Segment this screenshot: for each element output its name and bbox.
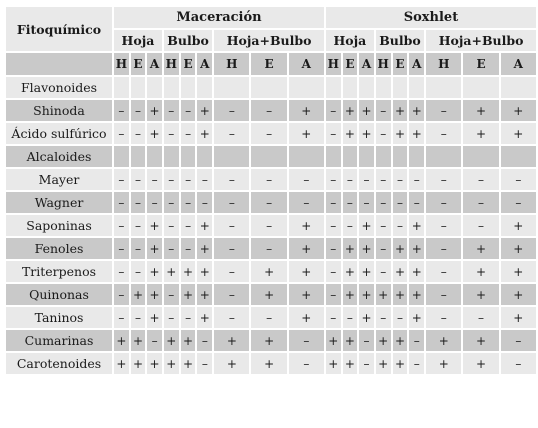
result-cell: + [163,352,180,375]
result-cell: + [342,237,359,260]
result-cell: + [500,260,537,283]
solvent-header: A [408,52,425,76]
result-cell [146,76,163,99]
result-cell [130,145,147,168]
result-cell: – [163,306,180,329]
table-row [5,99,537,122]
result-cell: – [325,306,342,329]
plant-part-header: Bulbo [163,29,213,52]
result-cell [375,145,392,168]
result-cell [196,145,213,168]
result-cell: + [392,237,409,260]
result-cell [180,145,197,168]
solvent-header: A [288,52,325,76]
result-cell: + [250,329,287,352]
result-cell: + [288,99,325,122]
result-cell: + [342,260,359,283]
plant-part-header: Hoja [113,29,163,52]
result-cell: + [250,352,287,375]
result-cell: + [462,237,499,260]
result-cell: – [425,99,462,122]
result-cell [392,76,409,99]
result-cell: – [213,260,250,283]
result-cell: – [196,352,213,375]
result-cell: – [342,214,359,237]
result-cell: – [325,122,342,145]
result-cell [196,76,213,99]
result-cell: – [130,122,147,145]
result-cell: + [500,283,537,306]
plant-part-header: Bulbo [375,29,425,52]
result-cell: – [250,99,287,122]
result-cell: – [358,191,375,214]
result-cell: – [146,168,163,191]
result-cell: + [462,283,499,306]
result-cell [375,76,392,99]
result-cell: + [196,99,213,122]
result-cell: – [213,237,250,260]
result-cell [462,145,499,168]
table-row [5,352,537,375]
result-cell: + [500,122,537,145]
result-cell: – [130,168,147,191]
result-cell: – [358,168,375,191]
result-cell [500,76,537,99]
phytochemical-name: Wagner [5,191,113,214]
result-cell: – [213,283,250,306]
result-cell: + [196,283,213,306]
result-cell: – [213,306,250,329]
result-cell: – [425,122,462,145]
phytochemical-name: Saponinas [5,214,113,237]
result-cell: – [342,168,359,191]
fitoquimico-header: Fitoquímico [5,6,113,52]
result-cell: + [196,122,213,145]
result-cell: – [425,283,462,306]
result-cell [288,145,325,168]
result-cell: + [325,329,342,352]
result-cell: – [462,306,499,329]
result-cell [342,76,359,99]
result-cell: + [342,283,359,306]
result-cell [180,76,197,99]
result-cell: – [375,260,392,283]
result-cell: + [163,329,180,352]
solvent-header: E [392,52,409,76]
result-cell: + [358,283,375,306]
result-cell: – [325,168,342,191]
solvent-header: E [130,52,147,76]
result-cell: – [250,214,287,237]
result-cell: + [500,99,537,122]
phytochemical-name: Flavonoides [5,76,113,99]
plant-part-header: Hoja+Bulbo [213,29,325,52]
result-cell: – [408,329,425,352]
result-cell: – [425,306,462,329]
result-cell: + [358,99,375,122]
result-cell: + [113,352,130,375]
result-cell: – [113,260,130,283]
result-cell: – [500,329,537,352]
result-cell: – [130,260,147,283]
result-cell: – [375,191,392,214]
result-cell: + [342,122,359,145]
result-cell: – [113,99,130,122]
result-cell: + [180,352,197,375]
solvent-header-spacer [5,52,113,76]
result-cell [500,145,537,168]
result-cell: – [113,283,130,306]
result-cell: – [130,306,147,329]
result-cell [358,76,375,99]
result-cell: + [425,329,462,352]
result-cell: – [325,214,342,237]
result-cell: + [130,329,147,352]
result-cell: – [250,122,287,145]
result-cell: – [288,168,325,191]
result-cell: – [196,191,213,214]
result-cell: + [392,329,409,352]
result-cell: – [180,99,197,122]
result-cell: + [146,99,163,122]
result-cell: + [408,283,425,306]
result-cell [425,145,462,168]
result-cell: + [408,306,425,329]
result-cell: + [500,214,537,237]
solvent-header: E [180,52,197,76]
solvent-header: A [196,52,213,76]
result-cell: + [196,237,213,260]
result-cell: + [250,283,287,306]
phytochemical-table [4,5,538,376]
result-cell: – [163,191,180,214]
result-cell: – [163,99,180,122]
result-cell: + [462,99,499,122]
result-cell: + [196,260,213,283]
result-cell: + [325,352,342,375]
result-cell: – [163,168,180,191]
result-cell: – [163,237,180,260]
result-cell: + [342,352,359,375]
phytochemical-name: Fenoles [5,237,113,260]
result-cell: – [425,191,462,214]
solvent-header: H [113,52,130,76]
result-cell: + [146,122,163,145]
result-cell: + [130,283,147,306]
phytochemical-name: Quinonas [5,283,113,306]
result-cell: – [146,329,163,352]
result-cell: + [392,352,409,375]
phytochemical-name: Carotenoides [5,352,113,375]
result-cell: + [375,352,392,375]
table-row [5,122,537,145]
result-cell: + [375,329,392,352]
result-cell: – [375,214,392,237]
result-cell: + [146,352,163,375]
result-cell: – [180,122,197,145]
phytochemical-name: Alcaloides [5,145,113,168]
result-cell: + [392,260,409,283]
result-cell: + [462,122,499,145]
result-cell: – [462,191,499,214]
result-cell [163,145,180,168]
result-cell: + [358,214,375,237]
result-cell: – [342,191,359,214]
solvent-header: E [462,52,499,76]
result-cell: – [180,191,197,214]
result-cell: + [462,329,499,352]
result-cell: – [462,168,499,191]
result-cell: + [288,306,325,329]
result-cell: – [392,214,409,237]
result-cell: + [408,260,425,283]
table-row [5,168,537,191]
solvent-header: E [250,52,287,76]
result-cell: – [196,168,213,191]
result-cell: – [392,168,409,191]
result-cell: + [408,237,425,260]
result-cell: + [146,237,163,260]
result-cell [425,76,462,99]
result-cell: – [342,306,359,329]
result-cell: + [358,237,375,260]
result-cell: – [425,168,462,191]
phytochemical-name: Mayer [5,168,113,191]
result-cell: + [180,260,197,283]
result-cell: + [288,283,325,306]
solvent-header: A [146,52,163,76]
phytochemical-name: Cumarinas [5,329,113,352]
result-cell: – [213,122,250,145]
result-cell: – [392,306,409,329]
result-cell [163,76,180,99]
result-cell: – [130,214,147,237]
result-cell: – [392,191,409,214]
result-cell: – [425,237,462,260]
result-cell [130,76,147,99]
result-cell: – [113,214,130,237]
result-cell: + [130,352,147,375]
result-cell: – [500,168,537,191]
result-cell: – [163,122,180,145]
result-cell [250,76,287,99]
method-header: Maceración [113,6,325,29]
result-cell: + [213,352,250,375]
result-cell: – [375,168,392,191]
result-cell: – [180,237,197,260]
result-cell: – [180,214,197,237]
result-cell [358,145,375,168]
solvent-header: A [500,52,537,76]
table-row [5,214,537,237]
result-cell: + [392,122,409,145]
result-cell: – [358,352,375,375]
result-cell: – [130,237,147,260]
result-cell: – [375,237,392,260]
result-cell: + [462,352,499,375]
result-cell: – [325,99,342,122]
solvent-header: A [358,52,375,76]
result-cell: – [250,168,287,191]
result-cell [213,76,250,99]
result-cell: + [500,306,537,329]
result-cell: – [288,352,325,375]
result-cell: – [113,306,130,329]
result-cell [408,145,425,168]
result-cell: – [325,283,342,306]
result-cell: + [146,306,163,329]
result-cell: – [250,237,287,260]
result-cell [113,76,130,99]
result-cell: – [113,237,130,260]
result-cell [113,145,130,168]
result-cell: + [425,352,462,375]
phytochemical-name: Taninos [5,306,113,329]
result-cell [213,145,250,168]
result-cell: – [288,191,325,214]
result-cell: + [288,214,325,237]
solvent-header: H [375,52,392,76]
result-cell: – [163,214,180,237]
result-cell: – [113,168,130,191]
table-row [5,260,537,283]
result-cell: + [392,283,409,306]
result-cell: + [408,122,425,145]
result-cell [288,76,325,99]
result-cell: + [342,99,359,122]
result-cell: + [180,329,197,352]
solvent-header: H [425,52,462,76]
result-cell: + [358,260,375,283]
result-cell: + [250,260,287,283]
result-cell: – [500,191,537,214]
result-cell: – [462,214,499,237]
result-cell [325,145,342,168]
phytochemical-name: Ácido sulfúrico [5,122,113,145]
phytochemical-name: Triterpenos [5,260,113,283]
table-row [5,237,537,260]
result-cell [325,76,342,99]
solvent-header: H [163,52,180,76]
table-row [5,283,537,306]
result-cell: + [358,306,375,329]
result-cell: + [163,260,180,283]
result-cell: + [342,329,359,352]
result-cell: + [213,329,250,352]
result-cell: – [375,122,392,145]
result-cell: – [146,191,163,214]
result-cell [462,76,499,99]
result-cell: – [213,99,250,122]
result-cell: – [325,260,342,283]
result-cell: + [500,237,537,260]
result-cell: – [408,168,425,191]
result-cell: – [213,214,250,237]
result-cell: + [392,99,409,122]
result-cell: – [213,168,250,191]
result-cell: + [288,237,325,260]
result-cell: + [408,99,425,122]
result-cell: + [146,283,163,306]
result-cell: + [462,260,499,283]
result-cell: – [196,329,213,352]
result-cell: – [325,191,342,214]
result-cell: – [180,306,197,329]
table-row [5,329,537,352]
result-cell [146,145,163,168]
result-cell: + [408,214,425,237]
result-cell: – [325,237,342,260]
result-cell: + [180,283,197,306]
result-cell: – [375,99,392,122]
result-cell: – [250,191,287,214]
result-cell [392,145,409,168]
table-row [5,76,537,99]
result-cell: – [163,283,180,306]
result-cell: – [130,191,147,214]
result-cell: + [288,260,325,283]
result-cell: – [130,99,147,122]
result-cell: – [358,329,375,352]
result-cell: + [196,214,213,237]
result-cell: – [180,168,197,191]
result-cell: – [425,260,462,283]
table-row [5,191,537,214]
table-row [5,306,537,329]
result-cell [342,145,359,168]
result-cell: – [288,329,325,352]
result-cell: – [408,352,425,375]
plant-part-header: Hoja [325,29,375,52]
phytochemical-name: Shinoda [5,99,113,122]
result-cell: – [213,191,250,214]
result-cell: + [113,329,130,352]
result-cell: – [113,191,130,214]
result-cell: – [375,306,392,329]
result-cell: – [425,214,462,237]
solvent-header: E [342,52,359,76]
solvent-header: H [213,52,250,76]
method-header: Soxhlet [325,6,537,29]
result-cell: – [250,306,287,329]
result-cell [408,76,425,99]
result-cell: – [500,352,537,375]
result-cell: + [375,283,392,306]
result-cell: + [146,260,163,283]
result-cell [250,145,287,168]
solvent-header: H [325,52,342,76]
result-cell: – [408,191,425,214]
result-cell: – [113,122,130,145]
result-cell: + [146,214,163,237]
result-cell: + [358,122,375,145]
result-cell: + [288,122,325,145]
table-row [5,145,537,168]
result-cell: + [196,306,213,329]
plant-part-header: Hoja+Bulbo [425,29,537,52]
